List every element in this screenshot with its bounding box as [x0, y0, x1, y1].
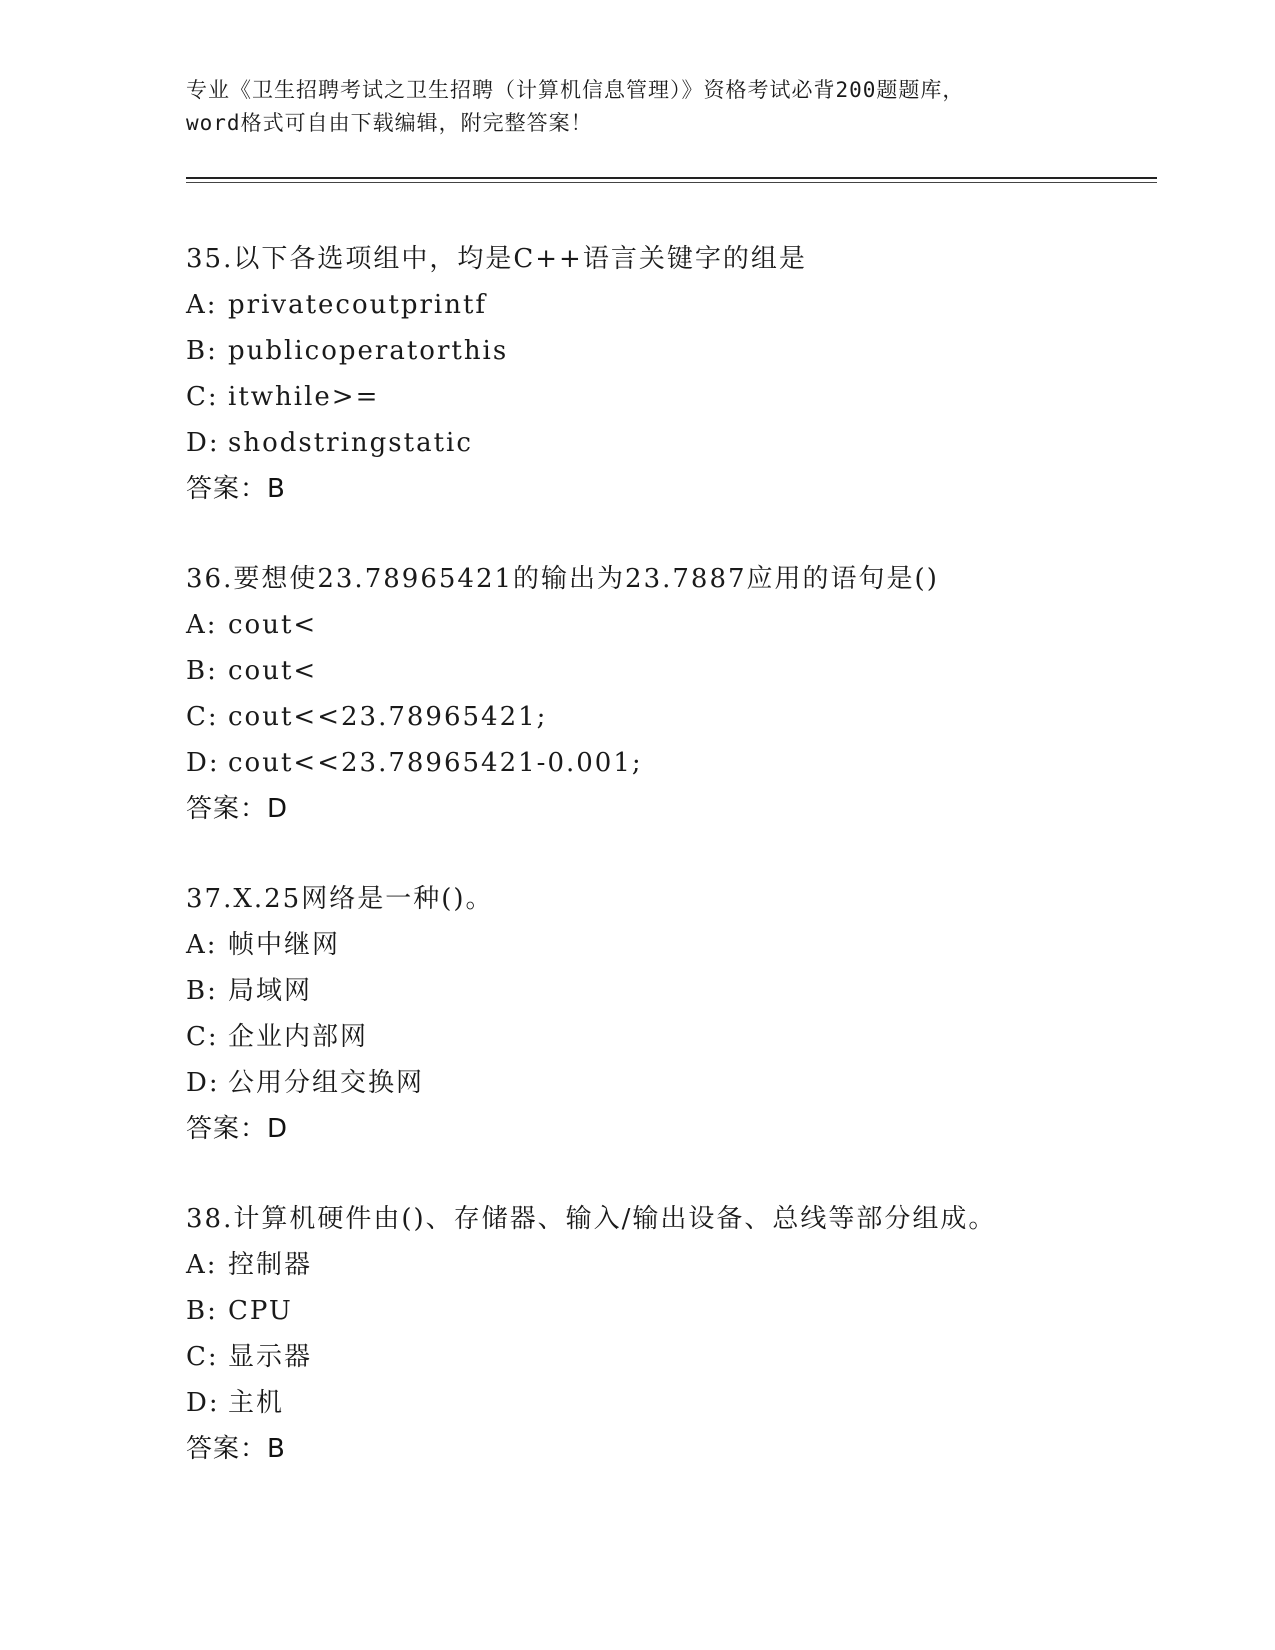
header-title-line-1: 专业《卫生招聘考试之卫生招聘（计算机信息管理）》资格考试必背200题题库，: [186, 78, 965, 102]
option-text: privatecoutprintf: [228, 290, 488, 320]
option-letter: C:: [186, 382, 219, 412]
option-text: itwhile>=: [228, 382, 380, 412]
option-text: cout<<23.78965421;: [228, 702, 548, 732]
option-a: [186, 1242, 1157, 1288]
question-list: [186, 236, 1157, 1516]
option-letter: A:: [186, 930, 218, 960]
option-d: [186, 420, 1157, 466]
option-c: [186, 1334, 1157, 1380]
option-letter: D:: [186, 1068, 220, 1098]
option-text: 企业内部网: [228, 1022, 369, 1052]
option-c: [186, 1014, 1157, 1060]
question-stem: 36.要想使23.78965421的输出为23.7887应用的语句是(): [186, 564, 939, 594]
option-text: CPU: [228, 1296, 293, 1326]
option-letter: A:: [186, 290, 218, 320]
question-35: [186, 236, 1157, 556]
option-text: 主机: [228, 1388, 285, 1418]
option-d: [186, 740, 1157, 786]
option-text: 显示器: [228, 1342, 313, 1372]
option-c: [186, 374, 1157, 420]
option-c: [186, 694, 1157, 740]
question-stem: 37.X.25网络是一种()。: [186, 884, 494, 914]
option-letter: D:: [186, 748, 220, 778]
answer-line: 答案：B: [186, 1434, 286, 1464]
option-letter: A:: [186, 610, 218, 640]
option-letter: B:: [186, 976, 218, 1006]
option-text: 帧中继网: [228, 930, 341, 960]
option-text: publicoperatorthis: [228, 336, 509, 366]
question-38: [186, 1196, 1157, 1516]
header-divider-thin: [186, 182, 1157, 183]
option-letter: C:: [186, 1342, 219, 1372]
option-text: 公用分组交换网: [228, 1068, 425, 1098]
option-d: [186, 1380, 1157, 1426]
option-a: [186, 282, 1157, 328]
answer-line: 答案：D: [186, 1114, 289, 1144]
header-divider-thick: [186, 177, 1157, 179]
option-text: cout<: [228, 656, 318, 686]
option-text: 控制器: [228, 1250, 313, 1280]
document-header: [186, 74, 1086, 140]
header-title-line-2: word格式可自由下载编辑，附完整答案！: [186, 111, 593, 135]
option-letter: B:: [186, 1296, 218, 1326]
option-b: [186, 328, 1157, 374]
option-letter: B:: [186, 656, 218, 686]
option-a: [186, 602, 1157, 648]
option-letter: C:: [186, 702, 219, 732]
option-letter: C:: [186, 1022, 219, 1052]
option-a: [186, 922, 1157, 968]
option-letter: B:: [186, 336, 218, 366]
question-stem: 35.以下各选项组中，均是C++语言关键字的组是: [186, 244, 807, 274]
question-stem: 38.计算机硬件由()、存储器、输入/输出设备、总线等部分组成。: [186, 1204, 997, 1234]
option-letter: D:: [186, 1388, 220, 1418]
question-36: [186, 556, 1157, 876]
option-letter: D:: [186, 428, 220, 458]
answer-line: 答案：D: [186, 794, 289, 824]
option-b: [186, 968, 1157, 1014]
option-text: 局域网: [228, 976, 313, 1006]
question-37: [186, 876, 1157, 1196]
option-text: shodstringstatic: [228, 428, 473, 458]
option-letter: A:: [186, 1250, 218, 1280]
option-b: [186, 1288, 1157, 1334]
option-b: [186, 648, 1157, 694]
answer-line: 答案：B: [186, 474, 286, 504]
option-text: cout<: [228, 610, 318, 640]
option-text: cout<<23.78965421-0.001;: [228, 748, 643, 778]
option-d: [186, 1060, 1157, 1106]
